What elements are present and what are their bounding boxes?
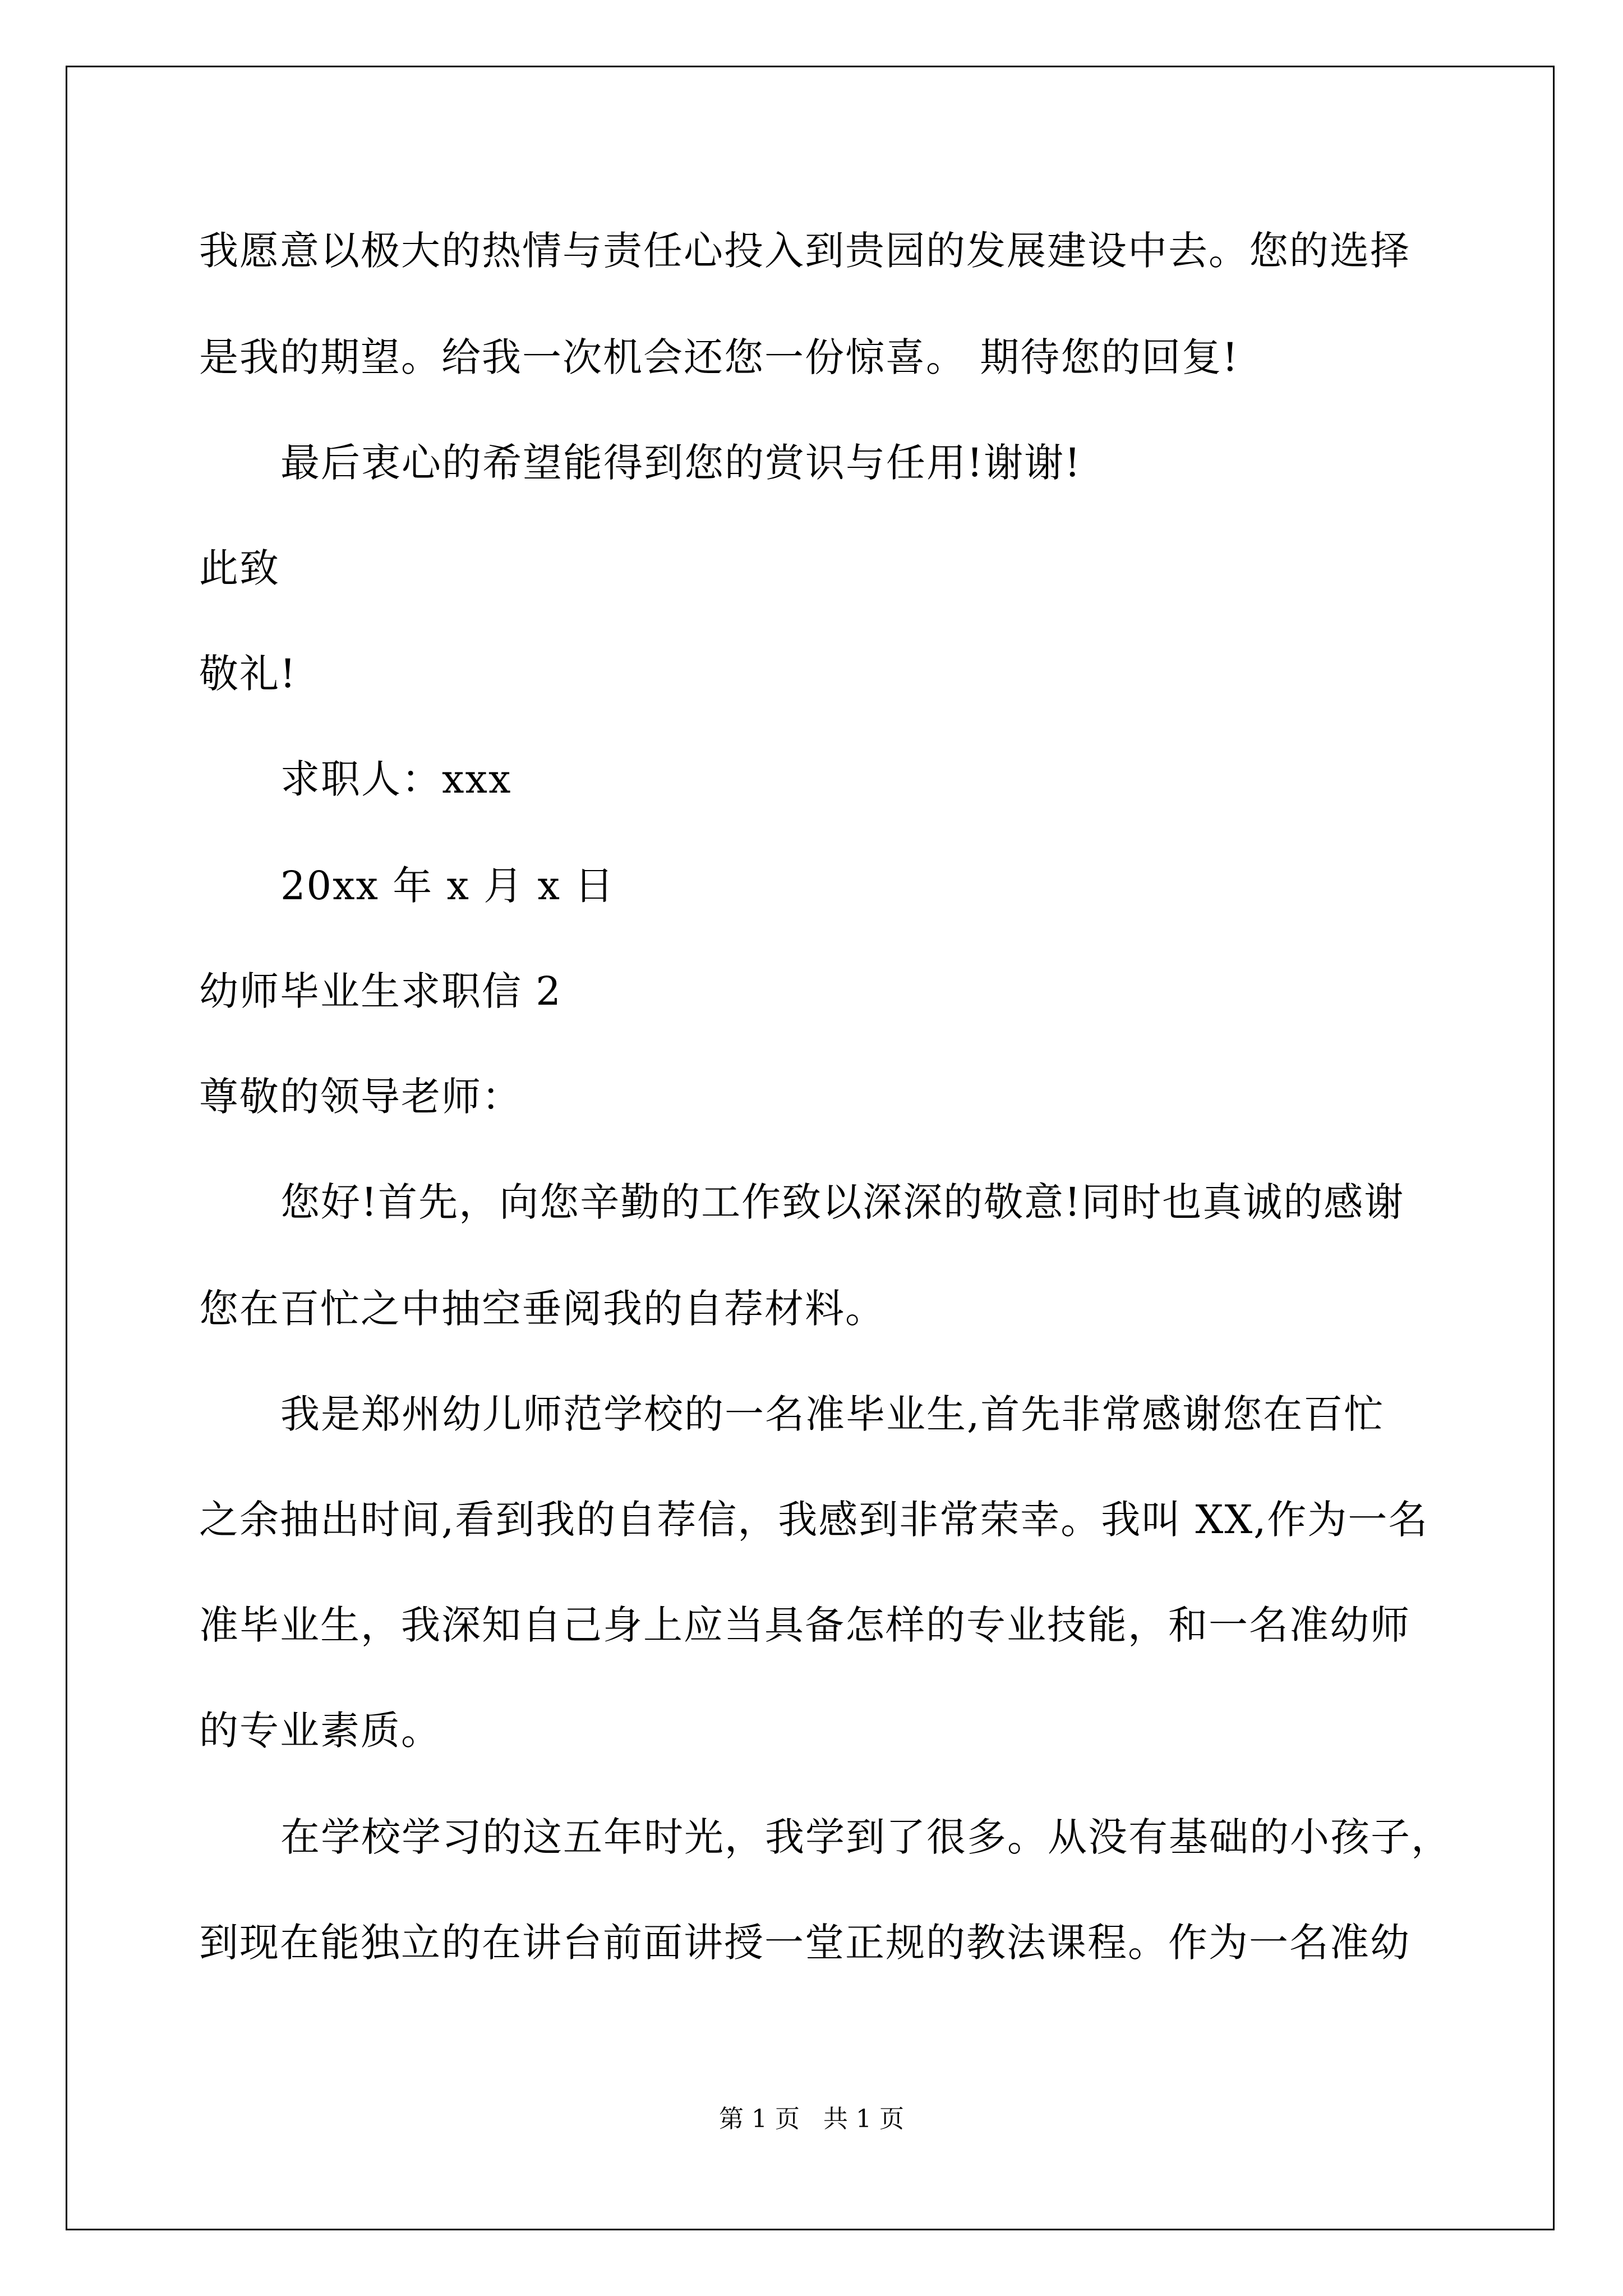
body-line: 您好!首先，向您辛勤的工作致以深深的敬意!同时也真诚的感谢 [280,1179,1405,1225]
body-line: 我愿意以极大的热情与责任心投入到贵园的发展建设中去。您的选择 [199,228,1410,274]
body-line: 最后衷心的希望能得到您的赏识与任用!谢谢! [280,440,1082,486]
greeting: 尊敬的领导老师： [199,1074,522,1120]
page-footer [0,2102,1623,2136]
body-line: 是我的期望。给我一次机会还您一份惊喜。 期待您的回复! [199,334,1239,380]
body-line: 的专业素质。 [199,1708,441,1754]
body-line: 我是郑州幼儿师范学校的一名准毕业生,首先非常感谢您在百忙 [280,1391,1385,1437]
body-line: 在学校学习的这五年时光，我学到了很多。从没有基础的小孩子， [280,1814,1451,1860]
closing-regards: 敬礼! [199,651,297,697]
body-line: 您在百忙之中抽空垂阅我的自荐材料。 [199,1286,886,1332]
signature-date: 20xx 年 x 月 x 日 [280,863,615,909]
body-line: 准毕业生，我深知自己身上应当具备怎样的专业技能，和一名准幼师 [199,1602,1410,1648]
page-number: 第 1 页 [719,2105,800,2133]
page-total: 共 1 页 [823,2105,904,2133]
body-line: 之余抽出时间,看到我的自荐信，我感到非常荣幸。我叫 XX,作为一名 [199,1497,1429,1543]
signature-name: 求职人：xxx [280,756,512,802]
section-title: 幼师毕业生求职信 2 [199,968,562,1014]
page-border [66,66,1555,2230]
body-line: 到现在能独立的在讲台前面讲授一堂正规的教法课程。作为一名准幼 [199,1920,1410,1966]
closing-salutation: 此致 [199,545,280,591]
